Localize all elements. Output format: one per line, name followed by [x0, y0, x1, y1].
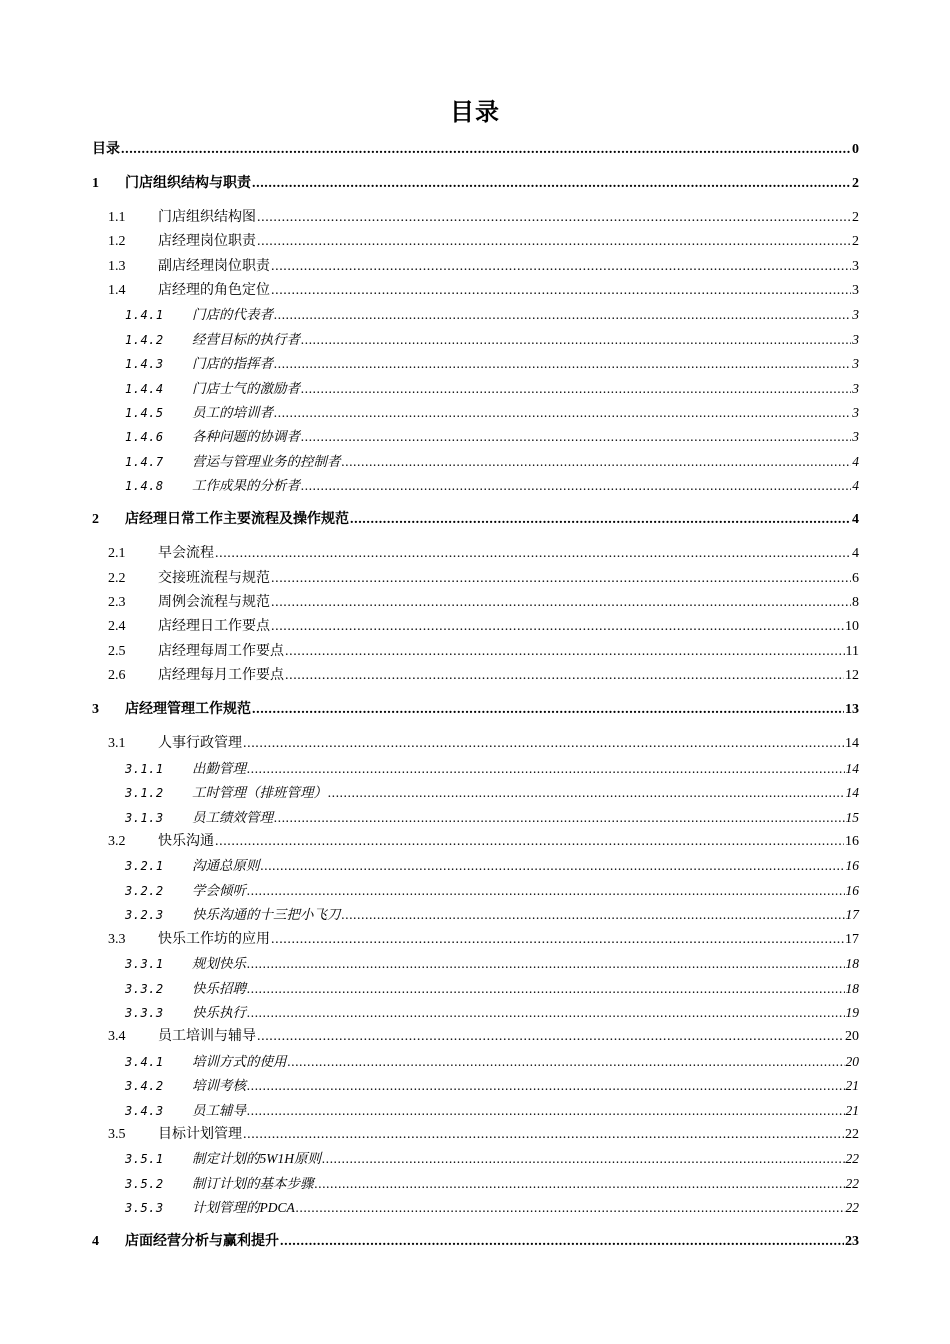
toc-entry[interactable] — [92, 278, 859, 300]
toc-dot-leader — [342, 906, 845, 924]
toc-entry-page-number: 0 — [852, 142, 859, 157]
toc-entry-title: 门店的指挥者 — [192, 356, 273, 371]
toc-dot-leader — [285, 643, 845, 661]
toc-entry-page-number: 2 — [852, 234, 859, 249]
toc-entry-page-number: 3 — [852, 405, 859, 420]
toc-dot-leader — [342, 453, 852, 471]
toc-entry-number: 3.5.3 — [125, 1201, 164, 1215]
toc-entry-title: 沟通总原则 — [192, 858, 260, 873]
toc-dot-leader — [322, 1150, 845, 1168]
toc-entry-page-number: 22 — [845, 1151, 859, 1166]
toc-entry-number: 3.4.2 — [125, 1079, 164, 1093]
toc-entry-page-number: 3 — [852, 259, 859, 274]
toc-entry-page-number: 17 — [845, 907, 859, 922]
toc-entry-title: 快乐沟通的十三把小飞刀 — [192, 907, 341, 922]
toc-entry[interactable] — [92, 1229, 859, 1251]
toc-entry[interactable] — [92, 424, 859, 446]
toc-entry-number: 3.1.1 — [125, 762, 164, 776]
toc-dot-leader — [257, 209, 851, 227]
toc-entry-title: 店经理岗位职责 — [158, 234, 256, 249]
toc-entry[interactable] — [92, 756, 859, 778]
toc-entry-number: 3.3.1 — [125, 957, 164, 971]
toc-entry-title: 周例会流程与规范 — [158, 595, 270, 610]
toc-entry[interactable] — [92, 805, 859, 827]
toc-entry[interactable] — [92, 927, 859, 949]
toc-entry[interactable] — [92, 205, 859, 227]
toc-entry-title: 规划快乐 — [192, 956, 246, 971]
toc-entry-title: 门店士气的激励者 — [192, 381, 300, 396]
toc-entry-page-number: 16 — [845, 858, 859, 873]
toc-entry[interactable] — [92, 327, 859, 349]
toc-entry-page-number: 8 — [852, 595, 859, 610]
toc-entry-title: 工时管理（排班管理） — [192, 785, 327, 800]
toc-entry-title: 门店的代表者 — [192, 307, 273, 322]
toc-entry-page-number: 20 — [845, 1054, 859, 1069]
toc-entry[interactable] — [92, 976, 859, 998]
toc-entry-number: 3.1.2 — [125, 786, 164, 800]
toc-entry-title: 工作成果的分析者 — [192, 478, 300, 493]
toc-dot-leader — [247, 760, 845, 778]
toc-entry-title: 员工辅导 — [192, 1103, 246, 1118]
toc-entry-number: 1.1 — [108, 210, 126, 225]
toc-entry[interactable] — [92, 1195, 859, 1217]
toc-dot-leader — [243, 1126, 844, 1144]
toc-entry-title: 早会流程 — [158, 546, 214, 561]
toc-entry[interactable] — [92, 449, 859, 471]
page-title: 目录 — [450, 98, 500, 126]
toc-dot-leader — [247, 955, 845, 973]
toc-entry-title: 副店经理岗位职责 — [158, 259, 270, 274]
toc-entry-page-number: 3 — [852, 283, 859, 298]
toc-dot-leader — [247, 980, 845, 998]
toc-entry-title: 培训考核 — [192, 1078, 246, 1093]
toc-entry-number: 3.2.1 — [125, 859, 164, 873]
toc-dot-leader — [285, 667, 844, 685]
toc-entry-number: 3.3 — [108, 932, 126, 947]
toc-dot-leader — [296, 1199, 845, 1217]
toc-entry[interactable] — [92, 697, 859, 719]
toc-entry-number: 1.4.8 — [125, 479, 164, 493]
toc-dot-leader — [261, 857, 845, 875]
toc-dot-leader — [328, 784, 845, 802]
toc-entry-title: 店面经营分析与赢利提升 — [125, 1234, 279, 1249]
toc-entry-number: 1.4.7 — [125, 455, 164, 469]
toc-dot-leader — [247, 1004, 845, 1022]
toc-entry-title: 员工的培训者 — [192, 405, 273, 420]
toc-entry-number: 3 — [92, 702, 99, 717]
toc-entry[interactable] — [92, 376, 859, 398]
toc-dot-leader — [271, 258, 851, 276]
toc-entry[interactable] — [92, 302, 859, 324]
toc-entry-page-number: 20 — [845, 1029, 859, 1044]
toc-dot-leader — [215, 833, 844, 851]
toc-entry-page-number: 4 — [852, 546, 859, 561]
toc-dot-leader — [271, 570, 851, 588]
toc-entry-number: 3.3.3 — [125, 1006, 164, 1020]
toc-entry-title: 目录 — [92, 142, 120, 157]
toc-entry-page-number: 22 — [845, 1176, 859, 1191]
toc-entry-title: 出勤管理 — [192, 761, 246, 776]
toc-entry-number: 2.2 — [108, 571, 126, 586]
toc-entry[interactable] — [92, 400, 859, 422]
toc-entry[interactable] — [92, 951, 859, 973]
toc-entry-page-number: 10 — [845, 619, 859, 634]
toc-entry[interactable] — [92, 507, 859, 529]
toc-entry-title: 学会倾听 — [192, 883, 246, 898]
toc-dot-leader — [271, 594, 851, 612]
toc-entry-number: 3.3.2 — [125, 982, 164, 996]
toc-entry-title: 门店组织结构与职责 — [125, 176, 251, 191]
toc-entry-title: 快乐沟通 — [158, 834, 214, 849]
toc-entry-title: 快乐执行 — [192, 1005, 246, 1020]
toc-entry-title: 员工绩效管理 — [192, 810, 273, 825]
toc-dot-leader — [215, 545, 851, 563]
toc-entry-number: 4 — [92, 1234, 99, 1249]
toc-entry-title: 各种问题的协调者 — [192, 429, 300, 444]
toc-dot-leader — [274, 404, 851, 422]
toc-entry-page-number: 3 — [852, 332, 859, 347]
toc-entry-number: 1.4.6 — [125, 430, 164, 444]
toc-entry-number: 1.4.4 — [125, 382, 164, 396]
toc-entry-page-number: 3 — [852, 307, 859, 322]
toc-entry[interactable] — [92, 229, 859, 251]
toc-entry[interactable] — [92, 829, 859, 851]
toc-entry-number: 1.4.1 — [125, 308, 164, 322]
toc-entry-page-number: 22 — [845, 1200, 859, 1215]
toc-dot-leader — [301, 477, 851, 495]
toc-entry[interactable] — [92, 254, 859, 276]
toc-entry[interactable] — [92, 780, 859, 802]
toc-entry-title: 快乐招聘 — [192, 981, 246, 996]
toc-entry-number: 3.5.2 — [125, 1177, 164, 1191]
toc-entry[interactable] — [92, 878, 859, 900]
toc-entry-page-number: 17 — [845, 932, 859, 947]
toc-entry-page-number: 21 — [845, 1103, 859, 1118]
toc-dot-leader — [288, 1053, 845, 1071]
toc-dot-leader — [271, 931, 844, 949]
toc-entry-page-number: 14 — [845, 785, 859, 800]
toc-entry-page-number: 14 — [845, 761, 859, 776]
toc-entry-number: 2.4 — [108, 619, 126, 634]
toc-dot-leader — [315, 1175, 845, 1193]
toc-entry-number: 2 — [92, 512, 99, 527]
toc-entry-title: 门店组织结构图 — [158, 210, 256, 225]
toc-entry-page-number: 23 — [845, 1234, 859, 1249]
toc-entry[interactable] — [92, 731, 859, 753]
toc-entry-number: 1.2 — [108, 234, 126, 249]
toc-entry-title: 培训方式的使用 — [192, 1054, 287, 1069]
toc-entry[interactable] — [92, 639, 859, 661]
toc-entry-page-number: 2 — [852, 210, 859, 225]
toc-entry-title: 目标计划管理 — [158, 1127, 242, 1142]
toc-entry-title: 店经理每周工作要点 — [158, 644, 284, 659]
toc-dot-leader — [350, 511, 851, 529]
toc-entry-page-number: 19 — [845, 1005, 859, 1020]
toc-entry-number: 1.4.2 — [125, 333, 164, 347]
toc-entry-page-number: 22 — [845, 1127, 859, 1142]
toc-dot-leader — [252, 701, 844, 719]
toc-entry-number: 3.2.2 — [125, 884, 164, 898]
toc-entry-title: 人事行政管理 — [158, 736, 242, 751]
toc-entry[interactable] — [92, 541, 859, 563]
toc-entry[interactable] — [92, 1171, 859, 1193]
toc-entry-number: 1.4.3 — [125, 357, 164, 371]
toc-entry-number: 1.4.5 — [125, 406, 164, 420]
toc-entry[interactable] — [92, 1073, 859, 1095]
toc-entry-page-number: 4 — [852, 512, 859, 527]
toc-entry-number: 3.5.1 — [125, 1152, 164, 1166]
toc-entry-page-number: 4 — [852, 454, 859, 469]
toc-entry-page-number: 16 — [845, 883, 859, 898]
toc-entry-number: 3.4.1 — [125, 1055, 164, 1069]
toc-entry-number: 2.3 — [108, 595, 126, 610]
toc-entry-number: 3.4 — [108, 1029, 126, 1044]
toc-entry[interactable] — [92, 590, 859, 612]
toc-entry-title: 店经理每月工作要点 — [158, 668, 284, 683]
toc-entry-title: 店经理的角色定位 — [158, 283, 270, 298]
toc-entry[interactable] — [92, 566, 859, 588]
toc-entry-number: 3.5 — [108, 1127, 126, 1142]
toc-dot-leader — [301, 331, 851, 349]
toc-entry-number: 2.6 — [108, 668, 126, 683]
toc-dot-leader — [271, 618, 844, 636]
toc-entry-title: 店经理日工作要点 — [158, 619, 270, 634]
toc-entry[interactable] — [92, 137, 859, 159]
toc-dot-leader — [252, 175, 851, 193]
toc-entry-number: 2.1 — [108, 546, 126, 561]
toc-dot-leader — [247, 1077, 845, 1095]
toc-entry-page-number: 15 — [845, 810, 859, 825]
toc-entry-number: 2.5 — [108, 644, 126, 659]
toc-entry-page-number: 18 — [845, 956, 859, 971]
toc-entry[interactable] — [92, 1049, 859, 1071]
toc-entry-page-number: 13 — [845, 702, 859, 717]
toc-entry-page-number: 6 — [852, 571, 859, 586]
toc-entry-title: 制定计划的5W1H原则 — [192, 1151, 321, 1166]
toc-dot-leader — [301, 380, 851, 398]
toc-entry-title: 制订计划的基本步骤 — [192, 1176, 314, 1191]
toc-entry-title: 营运与管理业务的控制者 — [192, 454, 341, 469]
toc-entry-title: 员工培训与辅导 — [158, 1029, 256, 1044]
toc-entry-number: 1.4 — [108, 283, 126, 298]
toc-entry[interactable] — [92, 1098, 859, 1120]
toc-dot-leader — [247, 882, 845, 900]
toc-entry[interactable] — [92, 473, 859, 495]
toc-entry[interactable] — [92, 1146, 859, 1168]
toc-entry-page-number: 3 — [852, 429, 859, 444]
toc-entry[interactable] — [92, 902, 859, 924]
toc-dot-leader — [257, 1028, 844, 1046]
toc-dot-leader — [274, 355, 851, 373]
toc-dot-leader — [243, 735, 844, 753]
toc-entry[interactable] — [92, 1000, 859, 1022]
toc-entry-title: 经营目标的执行者 — [192, 332, 300, 347]
toc-entry-title: 店经理日常工作主要流程及操作规范 — [125, 512, 349, 527]
toc-entry-page-number: 4 — [852, 478, 859, 493]
toc-entry[interactable] — [92, 1122, 859, 1144]
toc-entry-number: 3.1.3 — [125, 811, 164, 825]
toc-entry-number: 3.1 — [108, 736, 126, 751]
toc-entry-page-number: 16 — [845, 834, 859, 849]
toc-entry-page-number: 3 — [852, 381, 859, 396]
toc-dot-leader — [274, 306, 851, 324]
toc-entry-number: 1 — [92, 176, 99, 191]
toc-entry-page-number: 12 — [845, 668, 859, 683]
toc-dot-leader — [274, 809, 845, 827]
toc-entry[interactable] — [92, 1024, 859, 1046]
toc-dot-leader — [271, 282, 851, 300]
toc-entry[interactable] — [92, 171, 859, 193]
toc-entry-page-number: 11 — [845, 644, 859, 659]
toc-entry[interactable] — [92, 614, 859, 636]
toc-entry-title: 交接班流程与规范 — [158, 571, 270, 586]
toc-entry-page-number: 3 — [852, 356, 859, 371]
toc-dot-leader — [247, 1102, 845, 1120]
toc-entry-number: 1.3 — [108, 259, 126, 274]
toc-entry[interactable] — [92, 351, 859, 373]
toc-entry-number: 3.4.3 — [125, 1104, 164, 1118]
toc-dot-leader — [280, 1233, 844, 1251]
toc-entry-page-number: 21 — [845, 1078, 859, 1093]
toc-entry-title: 店经理管理工作规范 — [125, 702, 251, 717]
toc-entry-page-number: 14 — [845, 736, 859, 751]
toc-dot-leader — [121, 141, 851, 159]
toc-entry-page-number: 2 — [852, 176, 859, 191]
toc-entry[interactable] — [92, 853, 859, 875]
toc-dot-leader — [301, 428, 851, 446]
toc-entry-number: 3.2 — [108, 834, 126, 849]
toc-entry[interactable] — [92, 663, 859, 685]
toc-entry-title: 快乐工作坊的应用 — [158, 932, 270, 947]
toc-entry-page-number: 18 — [845, 981, 859, 996]
toc-dot-leader — [257, 233, 851, 251]
toc-entry-number: 3.2.3 — [125, 908, 164, 922]
toc-entry-title: 计划管理的PDCA — [192, 1200, 295, 1215]
